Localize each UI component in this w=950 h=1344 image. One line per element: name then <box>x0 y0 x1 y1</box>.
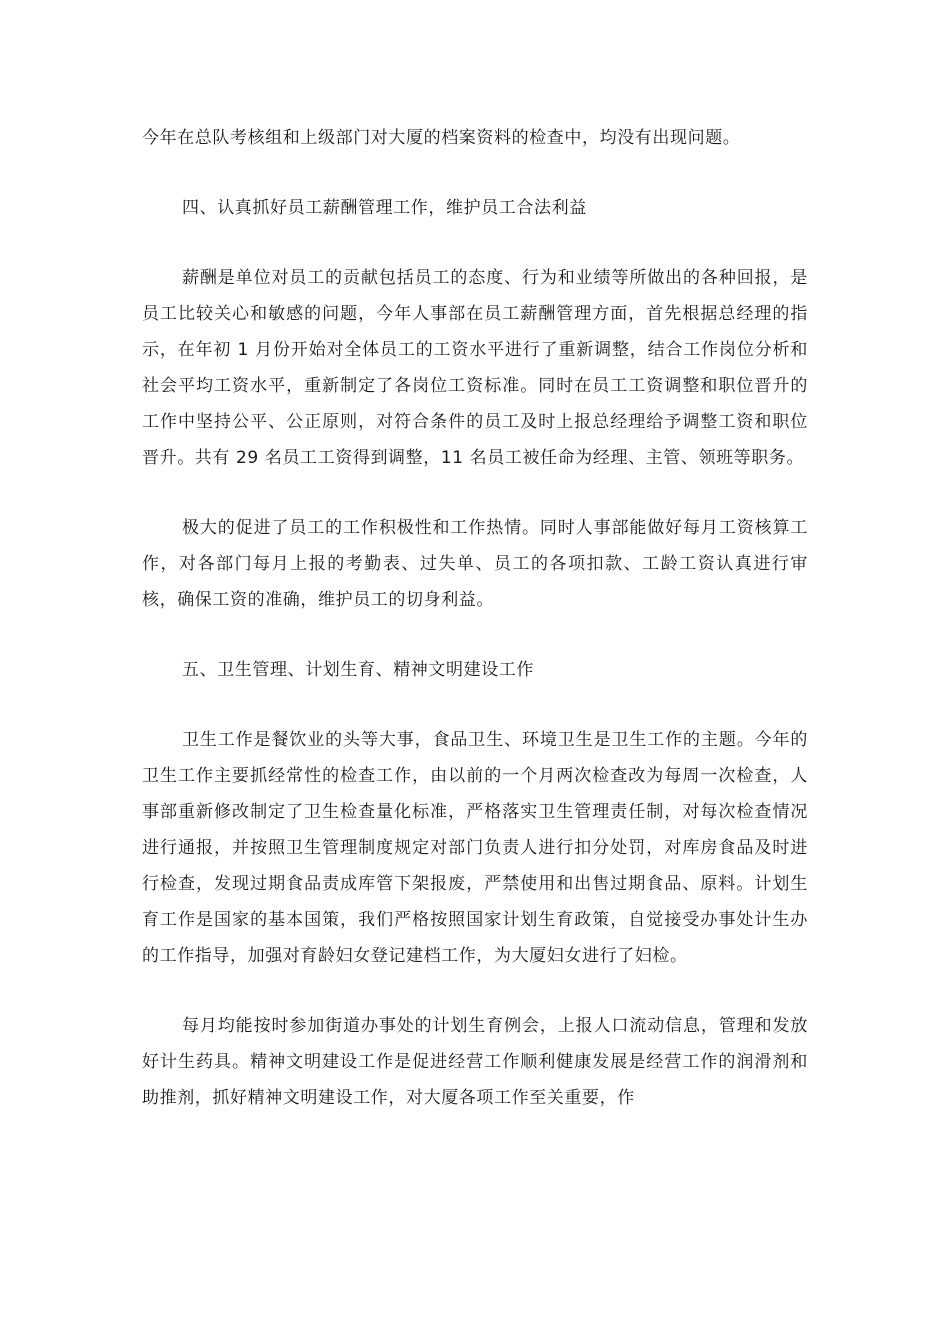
section-heading-salary: 四、认真抓好员工薪酬管理工作，维护员工合法利益 <box>182 198 587 218</box>
document-body <box>142 120 808 1116</box>
section-heading-hygiene: 五、卫生管理、计划生育、精神文明建设工作 <box>182 660 534 680</box>
paragraph-civilization-building: 每月均能按时参加街道办事处的计划生育例会，上报人口流动信息，管理和发放好计生药具。精神文明建设工作是促进经营工作顺利健康发展是经营工作的润滑剂和助推剂，抓好精神文明建设工作，对大厦各项工作至关重要，作 <box>142 1016 808 1108</box>
paragraph-salary-management: 薪酬是单位对员工的贡献包括员工的态度、行为和业绩等所做出的各种回报，是员工比较关心和敏感的问题，今年人事部在员工薪酬管理方面，首先根据总经理的指示，在年初 1 月份开始对全体员工的工资水平进行了重新调整，结合工作岗位分析和社会平均工资水平，重新制定了各岗位工资标准。同时在员工工资调整和职位晋升的工作中坚持公平、公正原则，对符合条件的员工及时上报总经理给予调整工资和职位晋升。共有 29 名员工工资得到调整，11 名员工被任命为经理、主管、领班等职务。 <box>142 268 808 468</box>
paragraph-archive-inspection: 今年在总队考核组和上级部门对大厦的档案资料的检查中，均没有出现问题。 <box>142 128 741 148</box>
paragraph-hygiene-family-planning: 卫生工作是餐饮业的头等大事，食品卫生、环境卫生是卫生工作的主题。今年的卫生工作主要抓经常性的检查工作，由以前的一个月两次检查改为每周一次检查，人事部重新修改制定了卫生检查量化标准，严格落实卫生管理责任制，对每次检查情况进行通报，并按照卫生管理制度规定对部门负责人进行扣分处罚，对库房食品及时进行检查，发现过期食品责成库管下架报废，严禁使用和出售过期食品、原料。计划生育工作是国家的基本国策，我们严格按照国家计划生育政策，自觉接受办事处计生办的工作指导，加强对育龄妇女登记建档工作，为大厦妇女进行了妇检。 <box>142 730 808 966</box>
paragraph-payroll-accounting: 极大的促进了员工的工作积极性和工作热情。同时人事部能做好每月工资核算工作，对各部门每月上报的考勤表、过失单、员工的各项扣款、工龄工资认真进行审核，确保工资的准确，维护员工的切身利益。 <box>142 518 808 610</box>
